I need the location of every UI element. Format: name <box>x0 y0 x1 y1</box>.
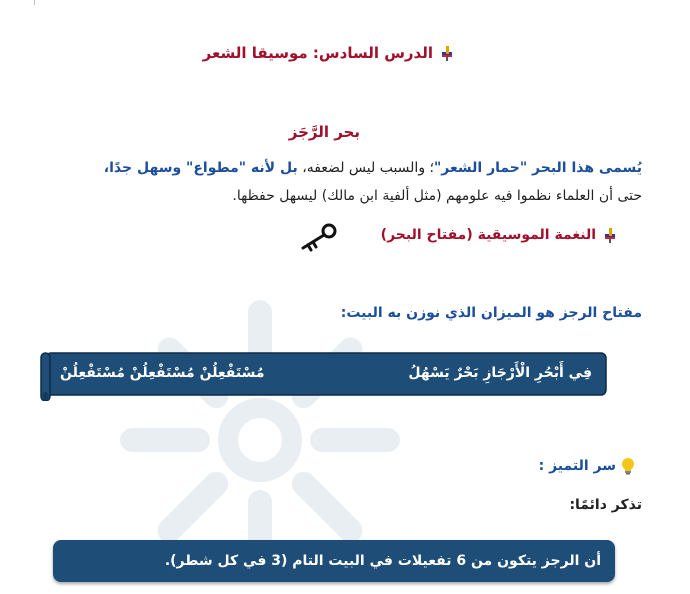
intro-part-3: بل لأنه "مطواع" وسهل جدًا، <box>103 160 298 176</box>
verse-first-hemistich: فِي أَبْحُرِ الْأَرْجَازِ بَحْرٌ يَسْهُلُ <box>408 365 592 381</box>
verse-scansion: مُسْتَفْعِلُنْ مُسْتَفْعِلُنْ مُسْتَفْعِلُنْ <box>60 365 265 381</box>
top-tick <box>34 0 35 5</box>
key-intro: مفتاح الرجز هو الميزان الذي نوزن به البيت: <box>340 305 642 321</box>
intro-part-1: يُسمى هذا البحر "حمار الشعر" <box>433 160 642 176</box>
lightbulb-icon <box>620 457 636 475</box>
key-icon <box>298 222 338 252</box>
intro-line-2: حتى أن العلماء نظموا فيه علومهم (مثل ألفية ابن مالك) ليسهل حفظها. <box>232 188 642 204</box>
verse <box>52 352 600 394</box>
remember-box-text: أن الرجز يتكون من 6 تفعيلات في البيت التام (3 في كل شطر). <box>164 553 601 569</box>
lesson-title <box>203 44 455 62</box>
pin-icon <box>602 227 618 243</box>
lesson-title-text: الدرس السادس: موسيقا الشعر <box>202 44 433 62</box>
pin-icon <box>439 45 455 61</box>
melody-heading <box>381 227 618 243</box>
melody-heading-text: النغمة الموسيقية (مفتاح البحر) <box>380 227 596 243</box>
secret-heading-text: سر التميز : <box>538 458 616 474</box>
secret-heading <box>539 457 636 475</box>
remember-label: تذكر دائمًا: <box>569 497 642 513</box>
intro-part-2: ؛ والسبب ليس لضعفه، <box>297 160 434 176</box>
intro-line-1 <box>104 160 642 176</box>
section-title: بحر الرَّجَز <box>288 123 360 141</box>
remember-box <box>53 540 615 582</box>
